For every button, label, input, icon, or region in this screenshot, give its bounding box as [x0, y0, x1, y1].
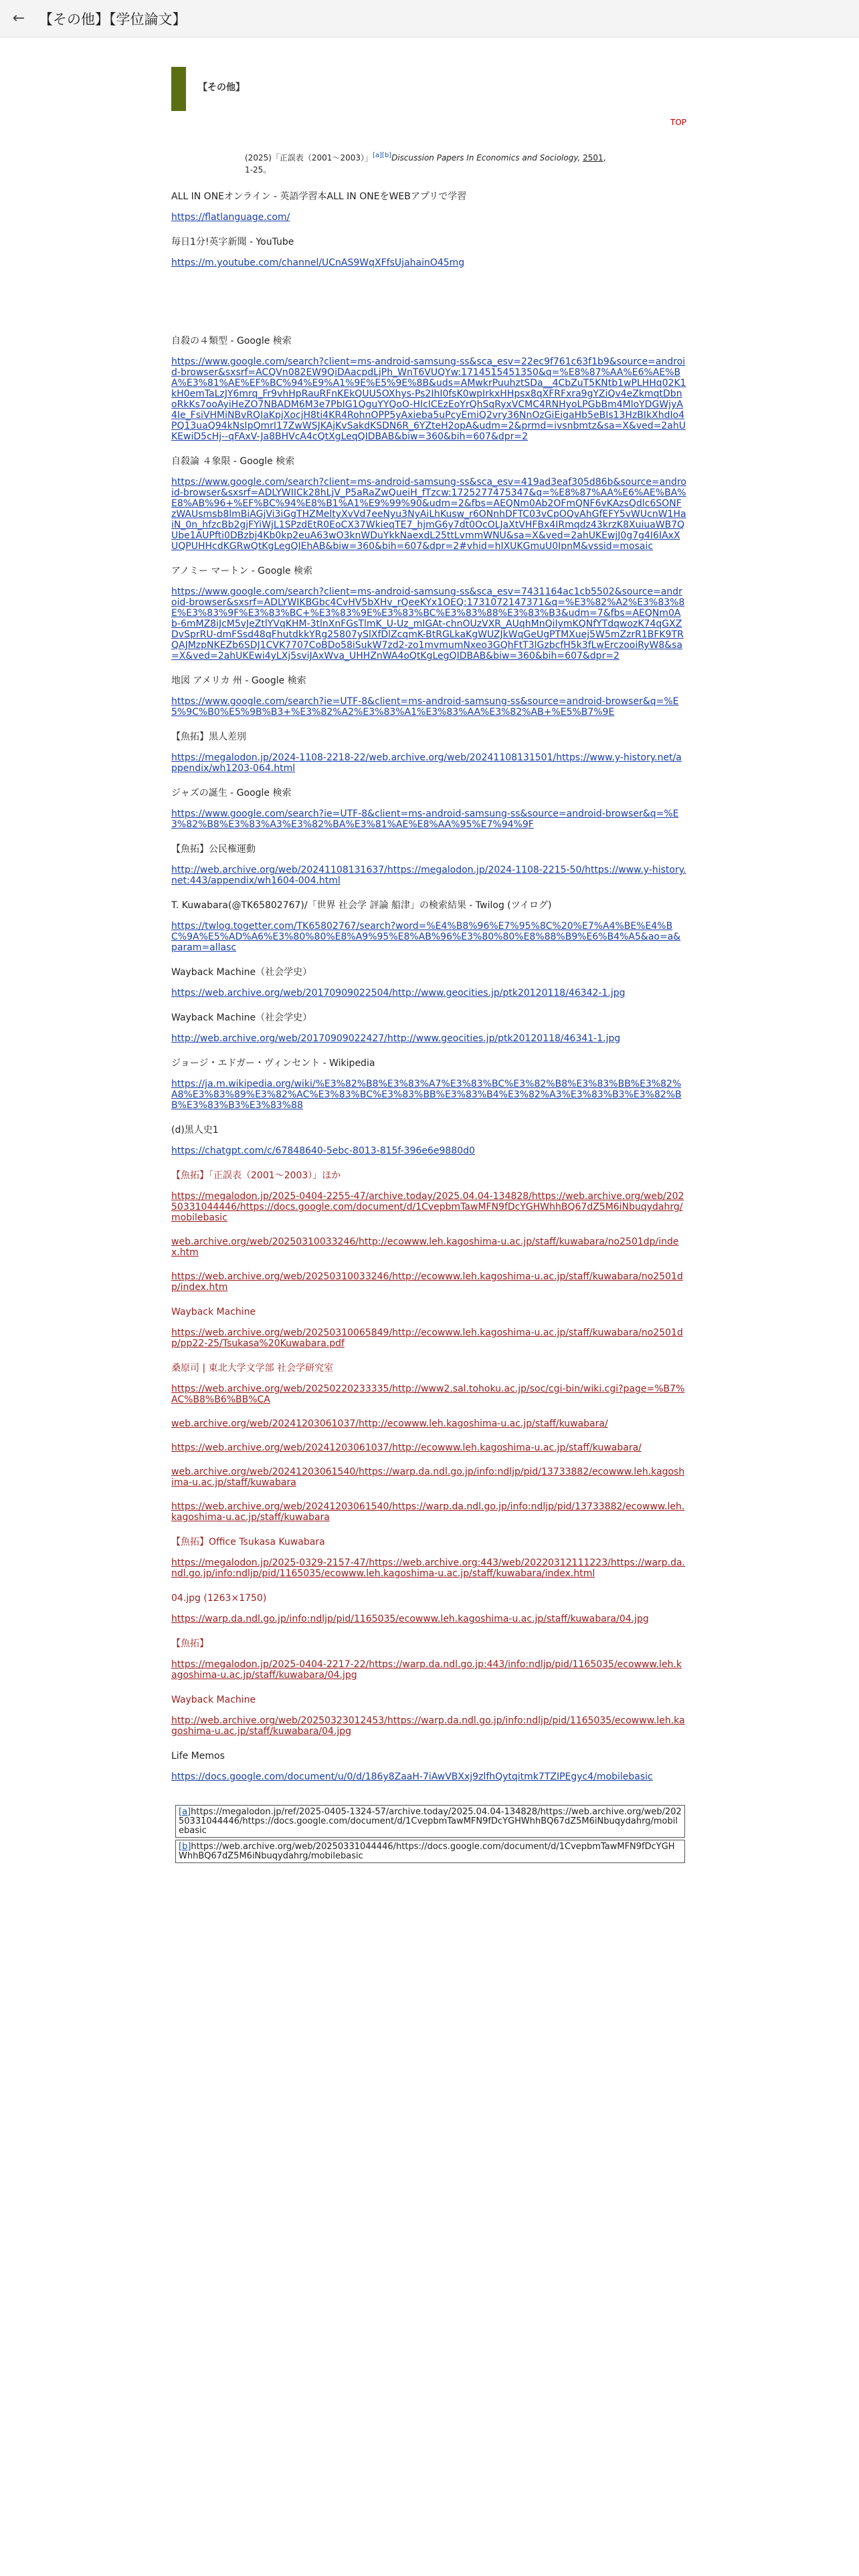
section-title: 【その他】 — [198, 82, 245, 93]
top-link[interactable]: TOP — [670, 118, 686, 127]
sections2-group — [171, 335, 686, 1156]
citation: (2025)「正誤表（2001〜2003）」[a][b]Discussion Papers In Economics and Sociology, 2501, 1-25。 — [245, 152, 606, 175]
entry-link[interactable]: http://web.archive.org/web/20241108131637/https://megalodon.jp/2024-1108-2215-50/https://www.y-history.net:443/appendix/wh1604-004.html — [171, 865, 686, 886]
entry-link[interactable]: https://twlog.togetter.com/TK65802767/search?word=%E4%B8%96%E7%95%8C%20%E7%A4%BE%E4%BC%9A%E5%AD%A6%E3%80%80%E8%A9%95%E8%AB%96%E3%80%80%E8%88%B9%E6%B4%A5&ao=a&param=allasc — [171, 921, 681, 953]
sections1-group — [171, 191, 686, 268]
sections3-group — [171, 1170, 686, 1737]
link-entry — [171, 787, 686, 830]
footnote — [175, 1840, 685, 1863]
entry-title: 【魚拓】公民権運動 — [171, 844, 256, 855]
section-accent-bar — [171, 67, 186, 111]
section-header — [171, 67, 686, 111]
entry-link[interactable]: https://docs.google.com/document/u/0/d/186y8ZaaH-7iAwVBXxj9zlfhQytqitmk7TZIPEgyc4/mobilebasic — [171, 1772, 653, 1782]
link-entry — [171, 455, 686, 552]
entry-title: 【魚拓】 — [171, 1638, 209, 1649]
footnote-key[interactable]: [a] — [179, 1807, 191, 1817]
entry-title: 地図 アメリカ 州 - Google 検索 — [171, 675, 306, 686]
citation-footnote-refs[interactable]: [a][b] — [372, 152, 392, 159]
link-entry — [171, 236, 686, 268]
entry-title: 毎日1分!英字新聞 - YouTube — [171, 237, 294, 247]
entry-title: 【魚拓】「正誤表（2001〜2003）」ほか — [171, 1170, 341, 1181]
entry-title: (d)黒人史1 — [171, 1125, 219, 1136]
footnote-text: https://megalodon.jp/ref/2025-0405-1324-57/archive.today/2025.04.04-134828/https://web.archive.org/web/20250331044446/https://docs.google.com/document/d/1CvepbmTawMFN9fDcYGHWhhBQ67dZ5M6iNbuqydahrg/mobilebasic — [179, 1807, 682, 1836]
entry-link[interactable]: https://megalodon.jp/2025-0404-2217-22/https://warp.da.ndl.go.jp:443/info:ndljp/pid/1165035/ecowww.leh.kagoshima-u.ac.jp/staff/kuwabara/04.jpg — [171, 1659, 682, 1681]
footnote — [175, 1805, 685, 1838]
top-link-row — [171, 118, 686, 127]
entry-title: T. Kuwabara(@TK65802767)/「世界 社会学 評論 船津」の検索結果 - Twilog (ツイログ) — [171, 900, 552, 911]
entry-link[interactable]: https://www.google.com/search?client=ms-android-samsung-ss&sca_esv=419ad3eaf305d86b&source=android-browser&sxsrf=ADLYWIICk28hLjV_P5aRaZwQueiH_fTzcw:1725277475347&q=%E8%87%AA%E6%AE%BA%E8%AB%96+%EF%BC%94%E8%B1%A1%E9%99%90&udm=2&fbs=AEQNm0Ab2OFmQNF6vKAzsQdlc6SONFzWAUsmsb8lmBiAGjVi3iGgTHZMeltyXvVd7eeNyu3NyAiLhKusw_r6ONnhDFTC03vCpOQvAhGfEFY5vWUcnW1HaiN_0n_hfzcBb2gjFYiWjL1SPzdEtR0EoCX37WkieqTE7_hjmG6y7dt0OcOLJaXtVHFBx4IRmqdz43krzK8XuiuaWB7QUbe1AUPfti0DBzbj4Kb0kp2euA63wO3knWDuYkkNaexdL25ttLvmmWNU&sa=X&ved=2ahUKEwjJ0g7g4I6IAxXUQPUHHcdKGRwQtKgLegQIEhAB&biw=360&bih=607&dpr=2#vhid=hIXUKGmuU0IpnM&vssid=mosaic — [171, 477, 686, 552]
entry-title: 桑原司 | 東北大学文学部 社会学研究室 — [171, 1363, 334, 1374]
link-entry — [171, 191, 686, 223]
entry-title: ジョージ・エドガー・ヴィンセント - Wikipedia — [171, 1058, 375, 1069]
footnote-text: https://web.archive.org/web/20250331044446/https://docs.google.com/document/d/1CvepbmTawMFN9fDcYGHWhhBQ67dZ5M6iNbuqydahrg/mobilebasic — [179, 1842, 675, 1861]
entry-link[interactable]: web.archive.org/web/20241203061540/https://warp.da.ndl.go.jp/info:ndljp/pid/13733882/ecowww.leh.kagoshima-u.ac.jp/staff/kuwabara — [171, 1467, 685, 1488]
entry-link[interactable]: https://warp.da.ndl.go.jp/info:ndljp/pid/1165035/ecowww.leh.kagoshima-u.ac.jp/staff/kuwabara/04.jpg — [171, 1614, 649, 1624]
entry-link[interactable]: http://web.archive.org/web/20170909022427/http://www.geocities.jp/ptk20120118/46341-1.jpg — [171, 1033, 621, 1044]
link-entry — [171, 1536, 686, 1579]
link-entry — [171, 335, 686, 442]
entry-link[interactable]: https://web.archive.org/web/20250310065849/http://ecowww.leh.kagoshima-u.ac.jp/staff/kuwabara/no2501dp/pp22-25/Tsukasa%20Kuwabara.pdf — [171, 1327, 683, 1349]
link-entry — [171, 731, 686, 774]
entry-link[interactable]: http://web.archive.org/web/20250323012453/https://warp.da.ndl.go.jp/info:ndljp/pid/1165035/ecowww.leh.kagoshima-u.ac.jp/staff/kuwabara/04.jpg — [171, 1715, 685, 1737]
entry-title: 【魚拓】Office Tsukasa Kuwabara — [171, 1537, 325, 1547]
top-app-bar — [0, 0, 859, 37]
citation-text: (2025)「正誤表（2001〜2003）」 — [245, 153, 373, 163]
entry-link[interactable]: https://www.google.com/search?client=ms-android-samsung-ss&sca_esv=7431164ac1cb5502&source=android-browser&sxsrf=ADLYWIKBGbc4CvHV5bXHv_rQeeKYx1OEQ:1731072147371&q=%E3%82%A2%E3%83%8E%E3%83%9F%E3%83%BC+%E3%83%9E%E3%83%BC%E3%83%88%E3%83%B3&udm=7&fbs=AEQNm0Ab-6mMZ8iJcM5vJeZtlYVqKHM-3tlnXnFGsTlmK_U-Uz_mIGAt-chnOUzVXR_AUqhMnQiIymKQNfYTdqwozK74qGXZDvSprRU-dmFSsd48qFhutdkkYRg25807ySlXfDlZcqmK-BtRGLkaKgWUZJkWqGeUgPTMXuej5W5mZzrR1BFK9TRQAJMzpNKEZb6SDJ1CVK7707CoBDo58iSukW7zd2-zo1mvmumNxeo3GQhFtT3lGzbcfH5k3fLwErczooiRyW8&sa=X&ved=2ahUKEwi4yLXj5sviJAxWva_UHHZnWA4oQtKgLegQIDBAB&biw=360&bih=607&dpr=2 — [171, 586, 685, 661]
entry-title: Wayback Machine（社会学史） — [171, 1012, 312, 1023]
entry-title: Wayback Machine（社会学史） — [171, 967, 312, 978]
entry-title: 自殺の４類型 - Google 検索 — [171, 336, 292, 346]
link-entry — [171, 1012, 686, 1044]
entry-link[interactable]: https://chatgpt.com/c/67848640-5ebc-8013-815f-396e6e9880d0 — [171, 1146, 475, 1156]
entry-link[interactable]: https://web.archive.org/web/20241203061037/http://ecowww.leh.kagoshima-u.ac.jp/staff/kuwabara/ — [171, 1442, 642, 1453]
link-entry — [171, 1467, 686, 1523]
link-entry — [171, 565, 686, 661]
link-entry — [171, 1124, 686, 1156]
entry-link[interactable]: https://www.google.com/search?client=ms-android-samsung-ss&sca_esv=22ec9f761c63f1b9&source=android-browser&sxsrf=ACQVn082EW9QiDAacpdLjPh_WnT6VUQYw:1714515451350&q=%E8%87%AA%E6%AE%BA%E3%81%AE%EF%BC%94%E9%A1%9E%E5%9E%8B&uds=AMwkrPuuhztSDa__4CbZuT5KNtb1wPLHHq02K1kH0emTaLzJY6mrq_Fr9vhHpRauRFnKEkQUU5OXhys-Ps2IhI0fsK0wpIrkxHHpsx8qXFRFxra9gYZiQv4eZkmqtDbnoRkKs7ooAyiHeZO7NBADM6M3e7PbIG1QguYYQoO-HIcICEzEoYrQhSqRyxVCMC4RNHyoLPGbBm4MloYDGWjyA4Ie_FsiVHMiNBvRQIaKpjXocjH8ti4KR4RohnOPP5yAxieba5uPcyEmiQ2vry36NnOzGiEigaHb5eBIs13HzBIkXhdIo4PQ13uaQ94kNsIpQmrI17ZwWSJKAjKvSakdKSDN6R_6YZteH2opA&udm=2&prmd=ivsnbmtz&sa=X&ved=2ahUKEwiD5cHj--qFAxV-Ja8BHVcA4cQtXgLeqQIDBAB&biw=360&bih=607&dpr=2 — [171, 356, 686, 442]
link-entry — [171, 1750, 686, 1782]
link-entry — [171, 1638, 686, 1681]
entry-link[interactable]: https://m.youtube.com/channel/UCnAS9WqXFfsUjahainO45mg — [171, 257, 465, 268]
entry-title: アノミー マートン - Google 検索 — [171, 566, 313, 576]
entry-link[interactable]: https://web.archive.org/web/20241203061540/https://warp.da.ndl.go.jp/info:ndljp/pid/13733882/ecowww.leh.kagoshima-u.ac.jp/staff/kuwabara — [171, 1501, 685, 1523]
entry-title: 【魚拓】黒人差別 — [171, 732, 246, 742]
citation-volume[interactable]: 2501 — [583, 153, 603, 163]
entry-link[interactable]: https://megalodon.jp/2025-0329-2157-47/https://web.archive.org:443/web/20220312111223/https://warp.da.ndl.go.jp/info:ndljp/pid/1165035/ecowww.leh.kagoshima-u.ac.jp/staff/kuwabara/index.html — [171, 1558, 686, 1579]
entry-link[interactable]: web.archive.org/web/20241203061037/http://ecowww.leh.kagoshima-u.ac.jp/staff/kuwabara/ — [171, 1418, 608, 1429]
link-entry — [171, 1306, 686, 1349]
link-entry — [171, 1592, 686, 1624]
link-entry — [171, 843, 686, 886]
entry-link[interactable]: web.archive.org/web/20250310033246/http://ecowww.leh.kagoshima-u.ac.jp/staff/kuwabara/no2501dp/index.htm — [171, 1237, 679, 1258]
link-entry — [171, 1057, 686, 1111]
entry-link[interactable]: https://web.archive.org/web/20170909022504/http://www.geocities.jp/ptk20120118/46342-1.jpg — [171, 988, 626, 998]
citation-journal: Discussion Papers In Economics and Sociology, — [391, 153, 581, 163]
entry-title: 04.jpg (1263×1750) — [171, 1593, 267, 1604]
entry-title: ジャズの誕生 - Google 検索 — [171, 788, 292, 798]
entry-link[interactable]: https://web.archive.org/web/20250220233335/http://www2.sal.tohoku.ac.jp/soc/cgi-bin/wiki.cgi?page=%B7%AC%B8%B6%BB%CA — [171, 1384, 685, 1405]
link-entry — [171, 1170, 686, 1293]
citation-pages: 1-25。 — [245, 165, 272, 175]
entry-title: Life Memos — [171, 1751, 225, 1761]
entry-link[interactable]: https://web.archive.org/web/20250310033246/http://ecowww.leh.kagoshima-u.ac.jp/staff/kuwabara/no2501dp/index.htm — [171, 1271, 683, 1293]
link-entry — [171, 966, 686, 998]
link-entry — [171, 1418, 686, 1453]
entry-link[interactable]: https://flatlanguage.com/ — [171, 212, 290, 223]
footnotes — [175, 1805, 685, 1863]
back-button[interactable] — [0, 0, 37, 37]
entry-link[interactable]: https://megalodon.jp/2025-0404-2255-47/archive.today/2025.04.04-134828/https://web.archive.org/web/20250331044446/https://docs.google.com/document/d/1CvepbmTawMFN9fDcYGHWhhBQ67dZ5M6iNbuqydahrg/mobilebasic — [171, 1191, 684, 1223]
link-entry — [171, 1362, 686, 1405]
entry-title: ALL IN ONEオンライン - 英語学習本ALL IN ONEをWEBアプリで学習 — [171, 191, 467, 202]
link-entry — [171, 1694, 686, 1737]
entry-link[interactable]: https://ja.m.wikipedia.org/wiki/%E3%82%B8%E3%83%A7%E3%83%BC%E3%82%B8%E3%83%BB%E3%82%A8%E3%83%89%E3%82%AC%E3%83%BC%E3%83%BB%E3%83%B4%E3%82%A3%E3%83%B3%E3%82%BB%E3%83%B3%E3%83%88 — [171, 1079, 682, 1111]
page-title: 【その他】【学位論文】 — [39, 11, 187, 27]
link-entry — [171, 675, 686, 718]
arrow-left-icon: ← — [12, 10, 25, 27]
sections4-group — [171, 1750, 686, 1782]
entry-title: Wayback Machine — [171, 1695, 256, 1705]
footnote-key[interactable]: [b] — [179, 1842, 191, 1852]
entry-link[interactable]: https://megalodon.jp/2024-1108-2218-22/web.archive.org/web/20241108131501/https://www.y-history.net/appendix/wh1203-064.html — [171, 752, 682, 774]
entry-link[interactable]: https://www.google.com/search?ie=UTF-8&client=ms-android-samsung-ss&source=android-browser&q=%E5%9C%B0%E5%9B%B3+%E3%82%A2%E3%83%A1%E3%83%AA%E3%82%AB+%E5%B7%9E — [171, 696, 679, 718]
entry-title: 自殺論 ４象限 - Google 検索 — [171, 456, 295, 467]
entry-title: Wayback Machine — [171, 1307, 256, 1317]
entry-link[interactable]: https://www.google.com/search?ie=UTF-8&client=ms-android-samsung-ss&source=android-browser&q=%E3%82%B8%E3%83%A3%E3%82%BA%E3%81%AE%E8%AA%95%E7%94%9F — [171, 809, 679, 830]
document-body — [171, 67, 686, 1865]
link-entry — [171, 899, 686, 953]
